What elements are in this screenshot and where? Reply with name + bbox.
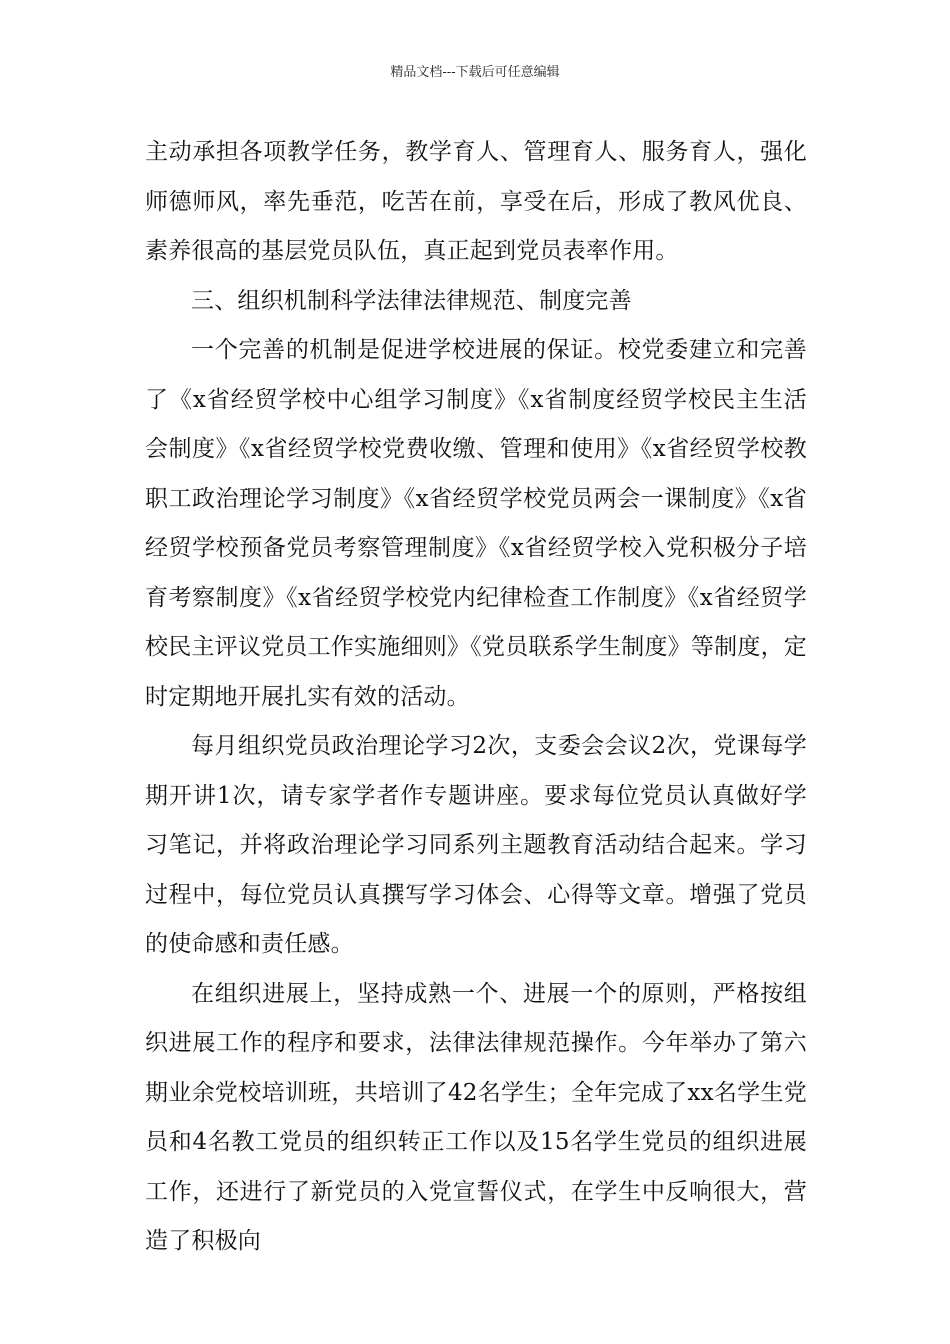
section-heading: 三、组织机制科学法律法律规范、制度完善 xyxy=(191,287,632,314)
paragraph-continuation: 主动承担各项教学任务，教学育人、管理育人、服务育人，强化师德师风，率先垂范，吃苦在前，享受在后，形成了教风优良、素养很高的基层党员队伍，真正起到党员表率作用。 xyxy=(145,139,807,264)
paragraph-study: 每月组织党员政治理论学习2次，支委会会议2次，党课每学期开讲1次，请专家学者作专题讲座。要求每位党员认真做好学习笔记，并将政治理论学习同系列主题教育活动结合起来。学习过程中，每位党员认真撰写学习体会、心得等文章。增强了党员的使命感和责任感。 xyxy=(145,733,807,957)
paragraph-organization: 在组织进展上，坚持成熟一个、进展一个的原则，严格按组织进展工作的程序和要求，法律法律规范操作。今年举办了第六期业余党校培训班，共培训了42名学生；全年完成了xx名学生党员和4名教工党员的组织转正工作以及15名学生党员的组织进展工作，还进行了新党员的入党宣誓仪式，在学生中反响很大，营造了积极向 xyxy=(145,980,807,1254)
document-body xyxy=(145,128,807,1267)
paragraph-mechanism: 一个完善的机制是促进学校进展的保证。校党委建立和完善了《x省经贸学校中心组学习制度》《x省制度经贸学校民主生活会制度》《x省经贸学校党费收缴、管理和使用》《x省经贸学校教职工政治理论学习制度》《x省经贸学校党员两会一课制度》《x省经贸学校预备党员考察管理制度》《x省经贸学校入党积极分子培育考察制度》《x省经贸学校党内纪律检查工作制度》《x省经贸学校民主评议党员工作实施细则》《党员联系学生制度》等制度，定时定期地开展扎实有效的活动。 xyxy=(145,337,807,710)
page-header: 精品文档---下载后可任意编辑 xyxy=(390,65,560,80)
